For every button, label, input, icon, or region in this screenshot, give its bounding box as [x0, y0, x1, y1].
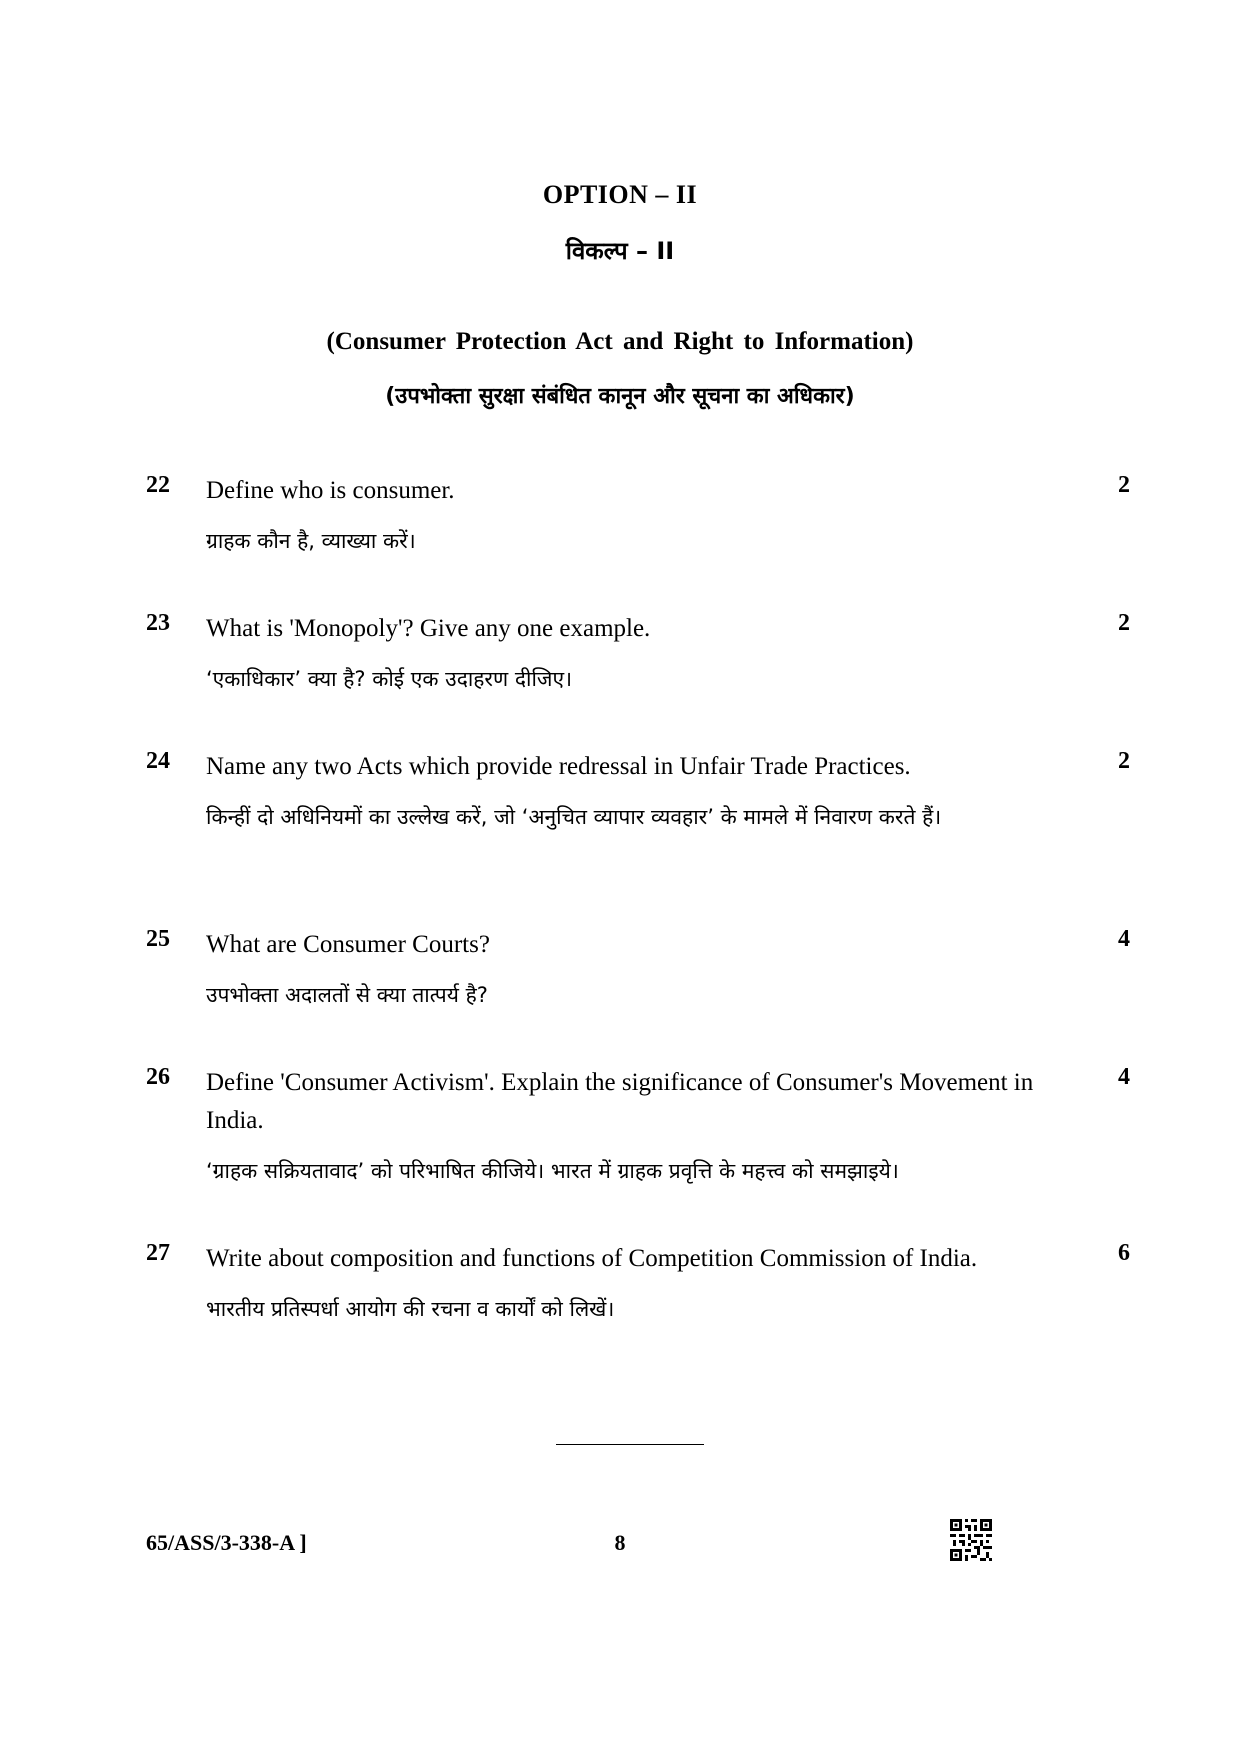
question-text-english: Define 'Consumer Activism'. Explain the significance of Consumer's Movement in India.	[206, 1069, 1034, 1134]
question-marks: 6	[1118, 1240, 1130, 1266]
question-number: 23	[146, 610, 170, 636]
page-number: 8	[614, 1530, 626, 1555]
question-text-english: What are Consumer Courts?	[206, 931, 490, 958]
question-text-english: Define who is consumer.	[206, 477, 455, 504]
question-text-hindi: भारतीय प्रतिस्पर्धा आयोग की रचना व कार्यों को लिखें।	[206, 1297, 615, 1321]
question-marks: 2	[1118, 748, 1130, 774]
option-title: OPTION – II	[542, 180, 698, 209]
question-number: 26	[146, 1064, 170, 1090]
question-text-english: Write about composition and functions of Competition Commission of India.	[206, 1245, 978, 1272]
question-number: 24	[146, 748, 170, 774]
question-marks: 2	[1118, 472, 1130, 498]
question-marks: 4	[1118, 1064, 1130, 1090]
question-number: 27	[146, 1240, 170, 1266]
question-text-hindi: ग्राहक कौन है, व्याख्या करें।	[206, 529, 416, 553]
section-title-hindi: (उपभोक्ता सुरक्षा संबंधित कानून और सूचना का अधिकार)	[385, 384, 855, 409]
qr-code-icon	[950, 1519, 992, 1561]
question-text-hindi: ‘एकाधिकार’ क्या है? कोई एक उदाहरण दीजिए।	[206, 667, 573, 691]
question-marks: 4	[1118, 926, 1130, 952]
section-title: (Consumer Protection Act and Right to Information)	[326, 328, 914, 355]
end-divider	[556, 1444, 704, 1445]
question-text-hindi: किन्हीं दो अधिनियमों का उल्लेख करें, जो ‘अनुचित व्यापार व्यवहार’ के मामले में निवारण करते हैं।	[206, 805, 942, 829]
question-number: 25	[146, 926, 170, 952]
question-text-english: Name any two Acts which provide redressal in Unfair Trade Practices.	[206, 753, 911, 780]
question-marks: 2	[1118, 610, 1130, 636]
question-number: 22	[146, 472, 170, 498]
question-text-english: What is 'Monopoly'? Give any one example.	[206, 615, 651, 642]
option-title-hindi: विकल्प – II	[565, 237, 675, 265]
question-text-hindi: ‘ग्राहक सक्रियतावाद’ को परिभाषित कीजिये। भारत में ग्राहक प्रवृत्ति के महत्त्व को समझाइये।	[206, 1159, 899, 1183]
question-text-hindi: उपभोक्ता अदालतों से क्या तात्पर्य है?	[206, 983, 488, 1007]
paper-code: 65/ASS/3-338-A ]	[146, 1530, 307, 1555]
